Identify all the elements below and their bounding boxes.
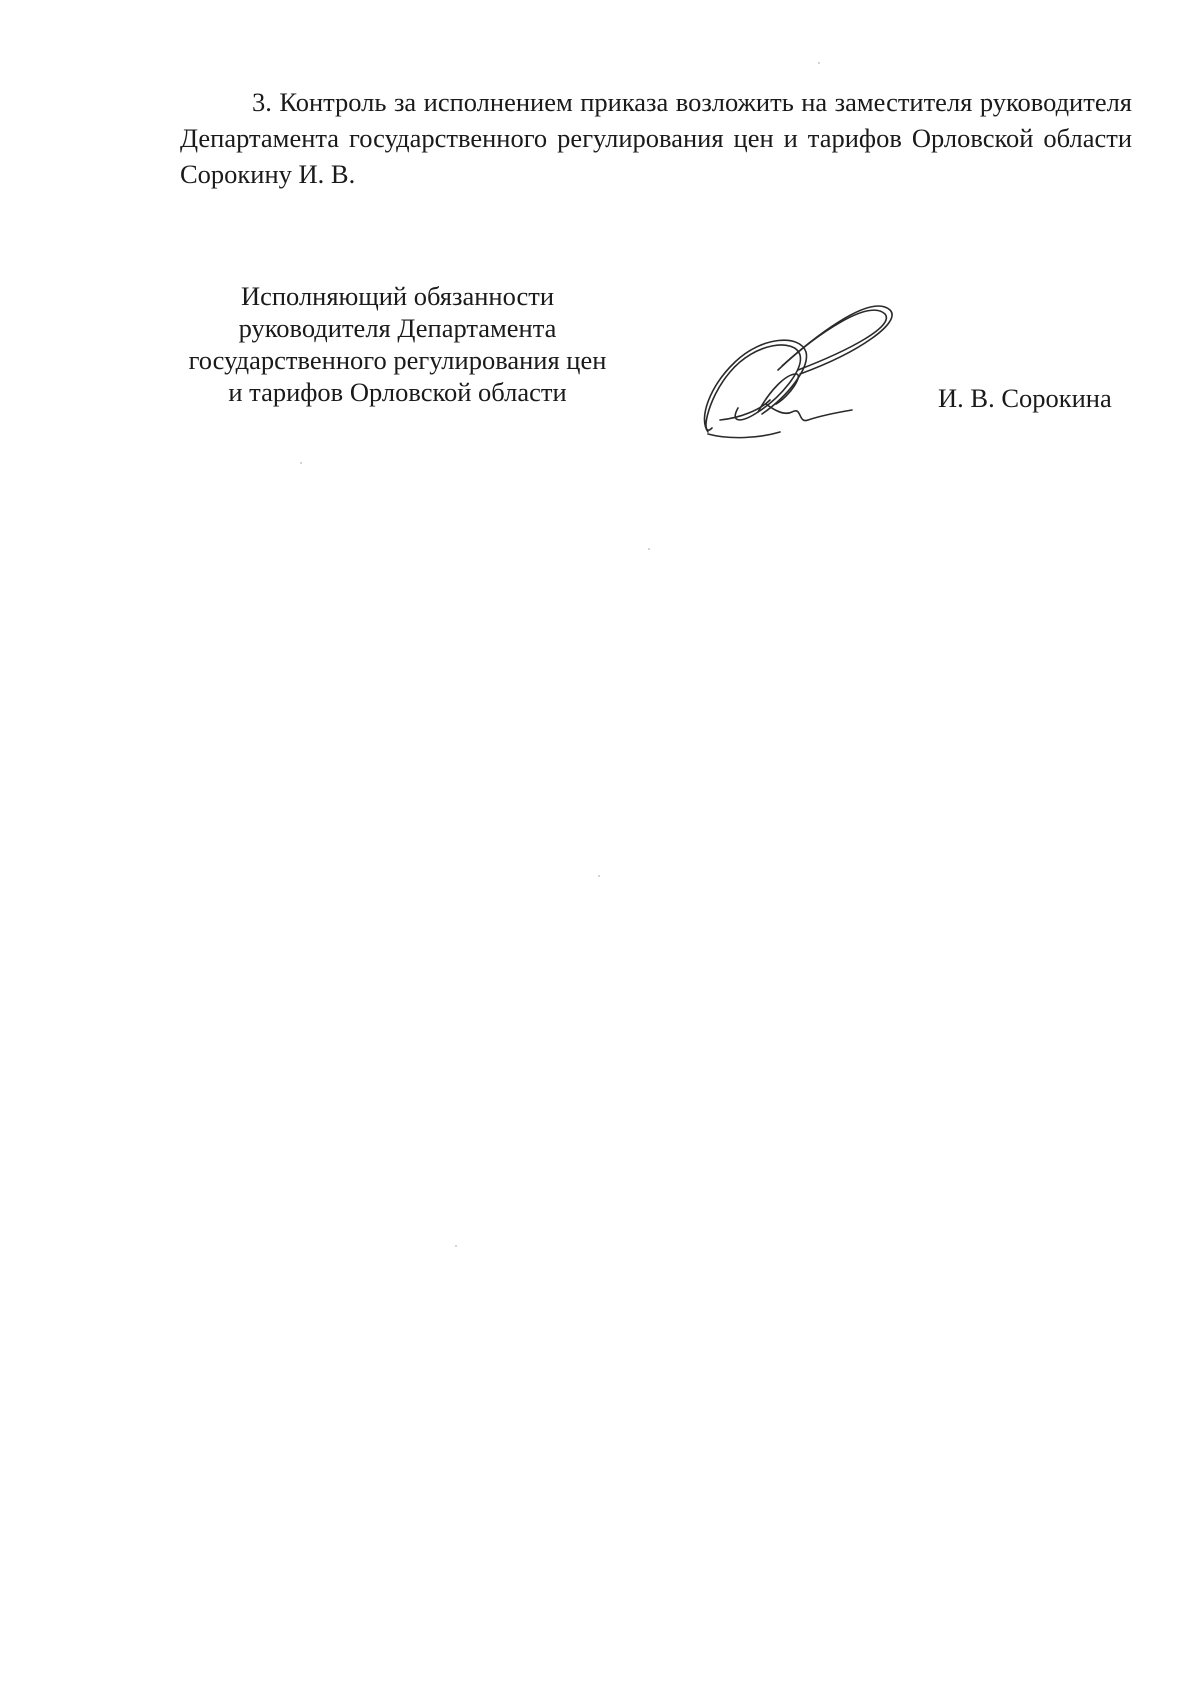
signatory-title-line: руководителя Департамента (238, 313, 557, 343)
scan-speck (598, 875, 600, 877)
signatory-title-line: государственного регулирования цен (188, 345, 607, 375)
paragraph-item-3: 3. Контроль за исполнением приказа возложить на заместителя руководителя Департамента государственного регулирования цен и тарифов Орловской области Сорокину И. В. (180, 87, 1132, 189)
signatory-title-line: Исполняющий обязанности (240, 281, 555, 311)
scan-speck (648, 548, 650, 550)
signer-name: И. В. Сорокина (938, 383, 1112, 413)
scan-speck (455, 1245, 457, 1247)
scan-speck (300, 462, 302, 464)
handwritten-signature-icon (700, 300, 920, 450)
signatory-title-line: и тарифов Орловской области (228, 377, 567, 407)
scan-speck (818, 62, 820, 64)
signatory-title (170, 280, 625, 408)
